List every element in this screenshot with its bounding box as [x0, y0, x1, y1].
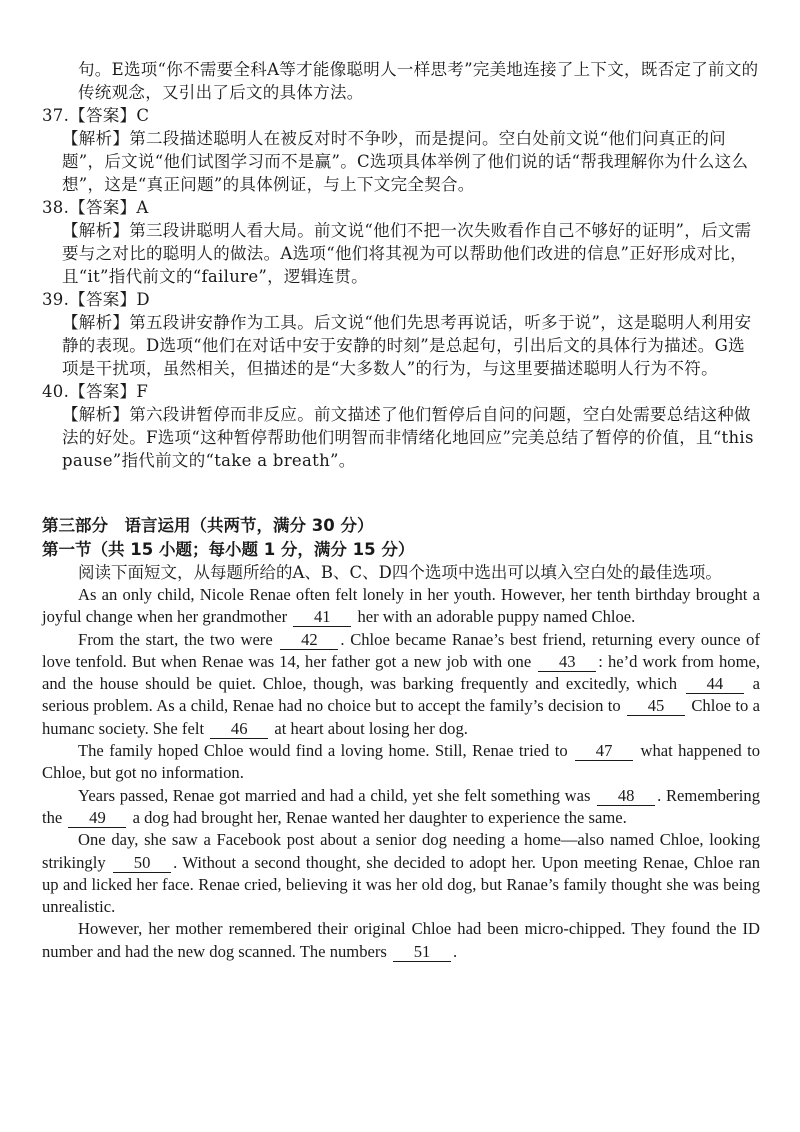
analysis-paragraph — [62, 127, 760, 196]
passage-text: . — [453, 941, 458, 961]
blank-50: 50 — [113, 854, 171, 873]
question-number: 37. — [42, 106, 70, 125]
answer-line — [42, 380, 760, 403]
analysis-label: 【解析】 — [62, 405, 130, 424]
analysis-label: 【解析】 — [62, 313, 130, 332]
answer-block-39 — [42, 288, 760, 380]
answer-label: 【答案】 — [69, 382, 137, 401]
passage-paragraph-5 — [42, 829, 760, 918]
question-number: 39. — [42, 290, 70, 309]
answer-line — [42, 196, 760, 219]
passage-paragraph-6 — [42, 918, 760, 963]
answer-label: 【答案】 — [69, 198, 137, 217]
blank-47: 47 — [575, 742, 633, 761]
section-instruction: 阅读下面短文，从每题所给的A、B、C、D四个选项中选出可以填入空白处的最佳选项。 — [78, 563, 722, 582]
blank-45: 45 — [627, 697, 685, 716]
passage-text: However, her mother remembered their original Chloe had been micro-chipped. They found the ID number and had the new dog scanned. The numbers — [42, 919, 760, 961]
analysis-paragraph — [62, 403, 760, 472]
blank-48: 48 — [597, 787, 655, 806]
blank-42: 42 — [280, 631, 338, 650]
passage-text: As an only child, Nicole Renae often felt lonely in her youth. However, her tenth birthday brought a joyful change when her grandmother — [42, 585, 760, 627]
answer-value: A — [136, 198, 149, 217]
blank-41: 41 — [293, 608, 351, 627]
analysis-paragraph — [62, 219, 760, 288]
passage-text: her with an adorable puppy named Chloe. — [357, 607, 636, 627]
blank-43: 43 — [538, 653, 596, 672]
passage-text: From the start, the two were — [78, 629, 273, 649]
passage-text: Chloe to a humanc society. She felt — [42, 696, 760, 738]
passage-text: Years passed, Renae got married and had a child, yet she felt something was — [78, 785, 591, 805]
analysis-text: 第三段讲聪明人看大局。前文说“他们不把一次失败看作自己不够好的证明”，后文需要与之对比的聪明人的做法。A选项“他们将其视为可以帮助他们改进的信息”正好形成对比，且“it”指代前文的“failure”，逻辑连贯。 — [62, 221, 752, 286]
answer-label: 【答案】 — [69, 290, 137, 309]
passage-text: a dog had brought her, Renae wanted her daughter to experience the same. — [132, 807, 627, 827]
answer-block-37 — [42, 104, 760, 196]
passage-paragraph-3 — [42, 740, 760, 785]
answer-line — [42, 288, 760, 311]
passage-text: . Without a second thought, she decided to adopt her. Upon meeting Renae, Chloe ran up and licked her face. Renae cried, believing it was her old dog, but Ranae’s family thought she was being unrealistic. — [42, 852, 760, 917]
analysis-paragraph — [62, 311, 760, 380]
passage-paragraph-4 — [42, 785, 760, 830]
passage-text: The family hoped Chloe would find a loving home. Still, Renae tried to — [78, 741, 568, 761]
blank-44: 44 — [686, 675, 744, 694]
answer-value: C — [136, 106, 150, 125]
answer-value: F — [136, 382, 149, 401]
blank-49: 49 — [68, 809, 126, 828]
answer-value: D — [136, 290, 150, 309]
passage-text: One day, she saw a Facebook post about a senior dog needing a home—also named Chloe, looking strikingly — [42, 830, 760, 872]
question-number: 40. — [42, 382, 70, 401]
section-title: 第三部分 语言运用（共两节，满分 30 分） — [42, 516, 374, 535]
passage-text: . Remembering the — [42, 785, 760, 827]
passage-text: : he’d work from home, and the house should be quiet. Chloe, though, was barking frequently and excitedly, which — [42, 651, 761, 694]
analysis-text: 第二段描述聪明人在被反对时不争吵，而是提问。空白处前文说“他们问真正的问题”，后文说“他们试图学习而不是赢”。C选项具体举例了他们说的话“帮我理解你为什么这么想”，这是“真正问题”的具体例证，与上下文完全契合。 — [62, 129, 749, 194]
passage-paragraph-2 — [42, 629, 760, 740]
intro-paragraph: 句。E选项“你不需要全科A等才能像聪明人一样思考”完美地连接了上下文，既否定了前文的传统观念，又引出了后文的具体方法。 — [78, 60, 759, 102]
analysis-text: 第六段讲暂停而非反应。前文描述了他们暂停后自问的问题，空白处需要总结这种做法的好处。F选项“这种暂停帮助他们明智而非情绪化地回应”完美总结了暂停的价值，且“this pause”指代前文的“take a breath”。 — [62, 405, 754, 470]
analysis-text: 第五段讲安静作为工具。后文说“他们先思考再说话，听多于说”，这是聪明人利用安静的表现。D选项“他们在对话中安于安静的时刻”是总起句，引出后文的具体行为描述。G选项是干扰项，虽然相关，但描述的是“大多数人”的行为，与这里要描述聪明人行为不符。 — [62, 313, 752, 378]
passage-text: a serious problem. As a child, Renae had no choice but to accept the family’s decision to — [42, 674, 761, 716]
answer-block-40 — [42, 380, 760, 472]
passage-text: at heart about losing her dog. — [274, 718, 468, 738]
analysis-label: 【解析】 — [62, 129, 130, 148]
answer-line — [42, 104, 760, 127]
answer-block-38 — [42, 196, 760, 288]
blank-51: 51 — [393, 943, 451, 962]
blank-46: 46 — [210, 720, 268, 739]
passage-text: . Chloe became Ranae’s best friend, returning every ounce of love tenfold. But when Renae was 14, her father got a new job with one — [42, 629, 760, 671]
question-number: 38. — [42, 198, 70, 217]
section-subtitle: 第一节（共 15 小题；每小题 1 分，满分 15 分） — [42, 540, 415, 559]
analysis-label: 【解析】 — [62, 221, 130, 240]
passage-text: what happened to Chloe, but got no information. — [42, 741, 761, 783]
answer-label: 【答案】 — [69, 106, 137, 125]
passage-paragraph-1 — [42, 584, 760, 629]
